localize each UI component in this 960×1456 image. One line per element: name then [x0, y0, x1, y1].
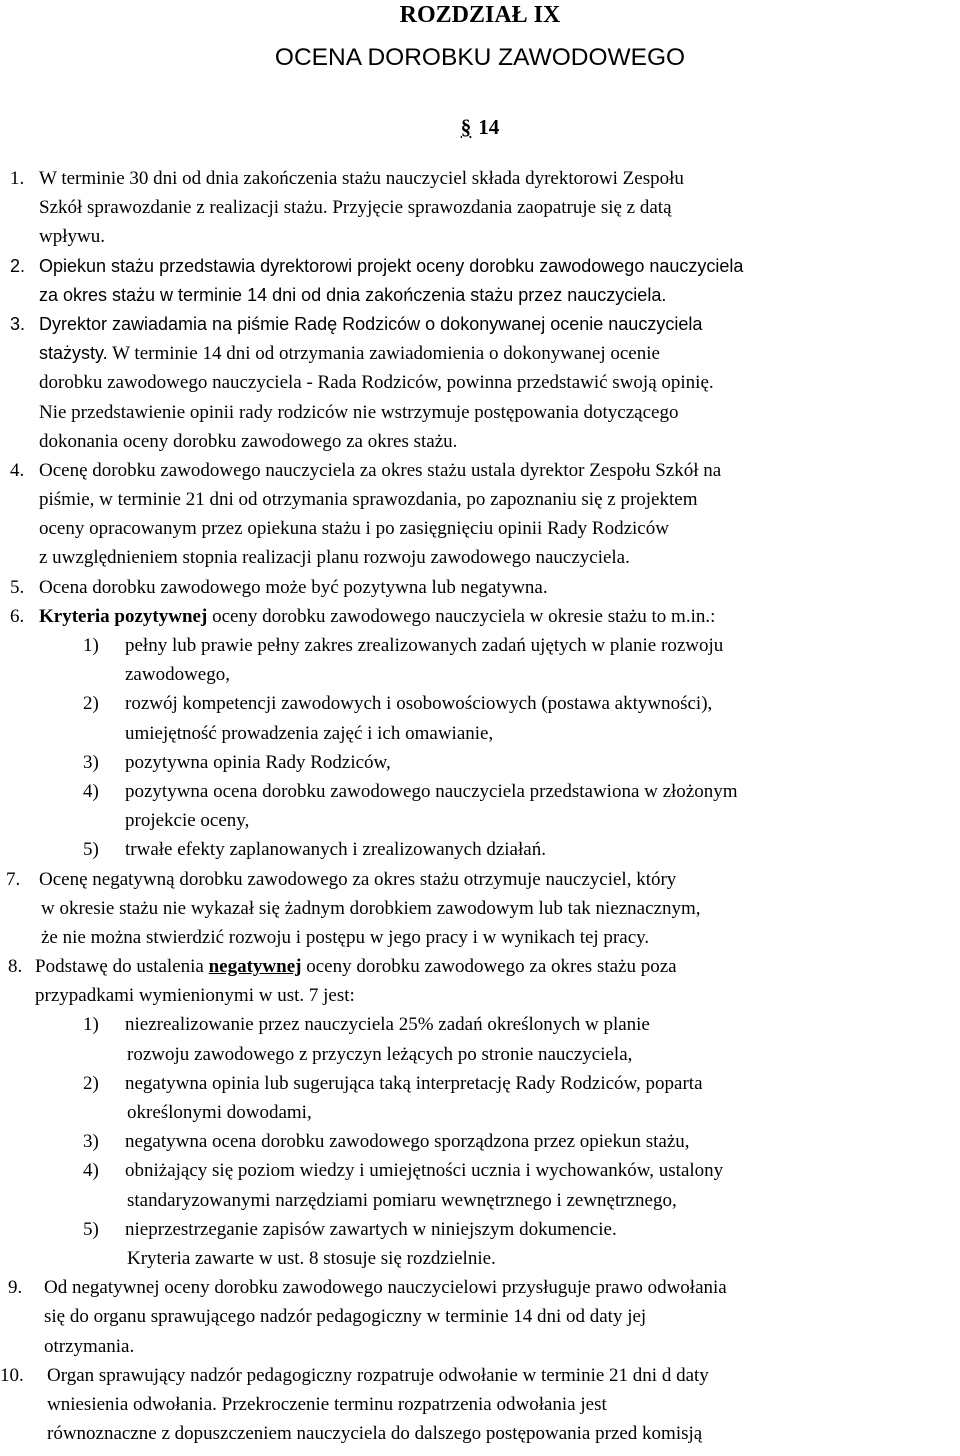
item-text-line	[39, 339, 660, 368]
subitem-number: 4)	[83, 780, 99, 802]
item-text-line: się do organu sprawującego nadzór pedagogiczny w terminie 14 dni od daty jej	[44, 1306, 647, 1328]
subitem-number: 1)	[83, 1014, 99, 1036]
item-text-line: dorobku zawodowego nauczyciela - Rada Rodziców, powinna przedstawić swoją opinię.	[39, 372, 714, 394]
paragraph-number: 14	[478, 115, 500, 139]
subitem-text-line: projekcie oceny,	[125, 810, 250, 832]
list-item-8	[0, 952, 960, 1273]
item-text-line: Opiekun stażu przedstawia dyrektorowi projekt oceny dorobku zawodowego nauczyciela	[39, 255, 744, 276]
list-item-6	[0, 602, 960, 865]
item-number: 4.	[10, 459, 25, 481]
list-item-2	[0, 252, 960, 310]
item-text-line	[35, 952, 677, 981]
subitem-text-line: rozwój kompetencji zawodowych i osobowościowych (postawa aktywności),	[125, 693, 713, 715]
subitem-number: 4)	[83, 1160, 99, 1182]
item-text-line: oceny opracowanym przez opiekuna stażu i po zasięgnięciu opinii Rady Rodziców	[39, 518, 669, 540]
item-text-fragment: oceny dorobku zawodowego nauczyciela w okresie stażu to m.in.:	[207, 605, 716, 627]
item-text-line: Nie przedstawienie opinii rady rodziców nie wstrzymuje postępowania dotyczącego	[39, 401, 679, 423]
item-text-line: dokonania oceny dorobku zawodowego za okres stażu.	[39, 430, 458, 452]
subitem-text-line: określonymi dowodami,	[127, 1102, 312, 1123]
subitem-text-line: pełny lub prawie pełny zakres zrealizowanych zadań ujętych w planie rozwoju	[125, 635, 724, 656]
list-item-1	[0, 164, 960, 252]
item-text-line: Od negatywnej oceny dorobku zawodowego nauczycielowi przysługuje prawo odwołania	[44, 1277, 727, 1299]
item-text-line: równoznaczne z dopuszczeniem nauczyciela do dalszego postępowania przed komisją	[47, 1423, 703, 1445]
subitem-text-line: rozwoju zawodowego z przyczyn leżących po stronie nauczyciela,	[127, 1043, 633, 1065]
subitem-text-line: Kryteria zawarte w ust. 8 stosuje się rozdzielnie.	[127, 1247, 496, 1269]
item-text-line: że nie można stwierdzić rozwoju i postępu w jego pracy i w wynikach tej pracy.	[41, 926, 650, 948]
item-number: 8.	[8, 956, 23, 978]
subitem-text-line: negatywna ocena dorobku zawodowego sporządzona przez opiekun stażu,	[125, 1131, 690, 1153]
list-item-10	[0, 1361, 960, 1449]
subitem-text-line: pozytywna ocena dorobku zawodowego nauczyciela przedstawiona w złożonym	[125, 780, 738, 802]
item-number: 6.	[10, 605, 25, 627]
chapter-title: ROZDZIAŁ IX	[399, 2, 561, 28]
item-text-fragment: W terminie 14 dni od otrzymania zawiadomienia o dokonywanej ocenie	[107, 343, 660, 365]
list-item-4	[0, 456, 960, 573]
subitem-text-line: zawodowego,	[125, 664, 230, 686]
item-number: 9.	[8, 1277, 23, 1299]
subitem-number: 1)	[83, 635, 99, 656]
item-text-line: Ocenę negatywną dorobku zawodowego za okres stażu otrzymuje nauczyciel, który	[39, 868, 677, 890]
item-text-line: piśmie, w terminie 21 dni od otrzymania sprawozdania, po zapoznaniu się z projektem	[39, 489, 698, 511]
subitem-number: 2)	[83, 1072, 99, 1094]
item-text-line: w okresie stażu nie wykazał się żadnym dorobkiem zawodowym lub tak nieznacznym,	[41, 897, 701, 919]
subitem-number: 2)	[83, 693, 99, 715]
list-item-7	[0, 865, 960, 953]
item-text-line: wpływu.	[39, 226, 105, 248]
item-text-fragment: Podstawę do ustalenia	[35, 956, 209, 978]
item-text-line: Organ sprawujący nadzór pedagogiczny rozpatruje odwołanie w terminie 21 dni d daty	[47, 1364, 709, 1386]
subitem-text-line: standaryzowanymi narzędziami pomiaru wewnętrznego i zewnętrznego,	[127, 1189, 677, 1211]
subitem-text-line: umiejętność prowadzenia zajęć i ich omawianie,	[125, 722, 494, 744]
subitem-number: 3)	[83, 1131, 99, 1153]
paragraph-mark: §	[460, 115, 472, 139]
list-item-5	[0, 573, 960, 602]
item-number: 7.	[6, 868, 21, 890]
subitem-text-line: niezrealizowanie przez nauczyciela 25% zadań określonych w planie	[125, 1014, 650, 1036]
item-text-fragment: oceny dorobku zawodowego za okres stażu poza	[301, 956, 677, 978]
item-text-line: Ocenę dorobku zawodowego nauczyciela za okres stażu ustala dyrektor Zespołu Szkół na	[39, 459, 722, 481]
item-number: 10.	[0, 1364, 24, 1386]
document-body	[0, 164, 960, 1448]
item-text-line: z uwzględnieniem stopnia realizacji planu rozwoju zawodowego nauczyciela.	[39, 547, 630, 569]
subitem-number: 5)	[83, 839, 99, 861]
subitem-text-line: pozytywna opinia Rady Rodziców,	[125, 751, 391, 773]
bold-negative-label: negatywnej	[208, 956, 302, 978]
list-item-9	[0, 1273, 960, 1361]
item-text-line	[39, 602, 715, 631]
item-text-line: wniesienia odwołania. Przekroczenie terminu rozpatrzenia odwołania jest	[47, 1393, 607, 1415]
section-title: OCENA DOROBKU ZAWODOWEGO	[274, 44, 686, 71]
subitem-number: 3)	[83, 751, 99, 773]
list-item-3	[0, 310, 960, 456]
subitem-text-line: trwałe efekty zaplanowanych i zrealizowanych działań.	[125, 839, 546, 861]
item-text-line: za okres stażu w terminie 14 dni od dnia zakończenia stażu przez nauczyciela.	[39, 284, 667, 305]
item-text-line: Dyrektor zawiadamia na piśmie Radę Rodziców o dokonywanej ocenie nauczyciela	[39, 313, 703, 334]
paragraph-heading	[0, 114, 960, 140]
subitem-number: 5)	[83, 1218, 99, 1240]
item-number: 3.	[10, 313, 26, 334]
subitem-text-line: nieprzestrzeganie zapisów zawartych w niniejszym dokumencie.	[125, 1218, 617, 1240]
item-text-line: W terminie 30 dni od dnia zakończenia stażu nauczyciel składa dyrektorowi Zespołu	[39, 168, 684, 189]
subitem-text-line: negatywna opinia lub sugerująca taką interpretację Rady Rodziców, poparta	[125, 1072, 703, 1094]
item-number: 1.	[10, 168, 25, 189]
item-text-line: Szkół sprawozdanie z realizacji stażu. Przyjęcie sprawozdania zaopatruje się z datą	[39, 197, 672, 219]
item-text-line: przypadkami wymienionymi w ust. 7 jest:	[35, 985, 355, 1007]
item-number: 2.	[10, 255, 26, 276]
item-text-line: Ocena dorobku zawodowego może być pozytywna lub negatywna.	[39, 576, 548, 598]
subitem-text-line: obniżający się poziom wiedzy i umiejętności ucznia i wychowanków, ustalony	[125, 1160, 724, 1182]
item-text-line: otrzymania.	[44, 1335, 135, 1357]
item-text-fragment: stażysty.	[39, 343, 108, 364]
item-number: 5.	[10, 576, 25, 598]
bold-criteria-label: Kryteria pozytywnej	[39, 605, 208, 627]
